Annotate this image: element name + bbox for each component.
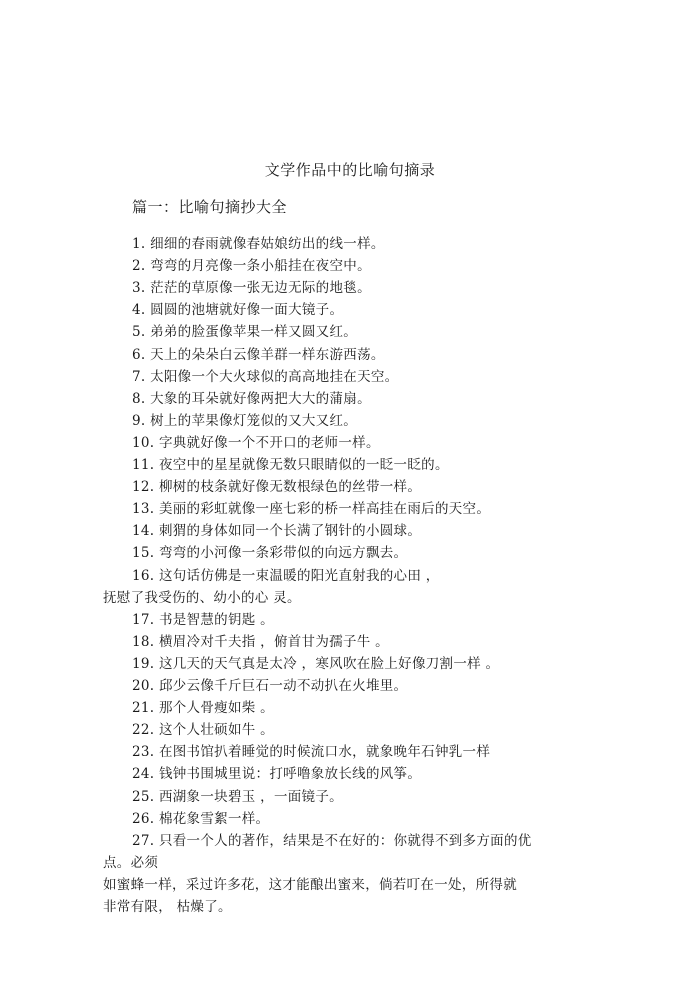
list-item: 1. 细细的春雨就像春姑娘纺出的线一样。 xyxy=(132,236,385,252)
list-item: 7. 太阳像一个大火球似的高高地挂在天空。 xyxy=(132,369,399,385)
list-item: 15. 弯弯的小河像一条彩带似的向远方飘去。 xyxy=(132,545,408,561)
list-item: 26. 棉花象雪絮一样。 xyxy=(132,811,270,827)
section-heading: 篇一：比喻句摘抄大全 xyxy=(132,198,288,216)
list-item-continuation: 非常有限， 枯燥了。 xyxy=(103,899,232,915)
list-item: 18. 横眉冷对千夫指 ，俯首甘为孺子牛 。 xyxy=(132,634,389,650)
list-item: 16. 这句话仿佛是一束温暖的阳光直射我的心田 ， xyxy=(132,568,440,584)
list-item: 27. 只看一个人的著作，结果是不在好的：你就得不到多方面的优 xyxy=(132,833,532,849)
list-item: 17. 书是智慧的钥匙 。 xyxy=(132,612,274,628)
list-item: 2. 弯弯的月亮像一条小船挂在夜空中。 xyxy=(132,258,371,274)
list-item: 9. 树上的苹果像灯笼似的又大又红。 xyxy=(132,413,358,429)
document-title: 文学作品中的比喻句摘录 xyxy=(264,161,436,179)
list-item: 6. 天上的朵朵白云像羊群一样东游西荡。 xyxy=(132,347,385,363)
list-item: 5. 弟弟的脸蛋像苹果一样又圆又红。 xyxy=(132,324,358,340)
list-item: 13. 美丽的彩虹就像一座七彩的桥一样高挂在雨后的天空。 xyxy=(132,501,491,517)
list-item-continuation: 如蜜蜂一样，采过许多花，这才能酿出蜜来，倘若叮在一处，所得就 xyxy=(103,877,517,893)
list-item: 14. 刺猬的身体如同一个长满了钢针的小圆球。 xyxy=(132,523,422,539)
list-item: 23. 在图书馆扒着睡觉的时候流口水，就象晚年石钟乳一样 xyxy=(132,744,491,760)
list-item: 11. 夜空中的星星就像无数只眼睛似的一眨一眨的。 xyxy=(132,457,449,473)
list-item: 8. 大象的耳朵就好像两把大大的蒲扇。 xyxy=(132,391,371,407)
list-item: 12. 柳树的枝条就好像无数根绿色的丝带一样。 xyxy=(132,479,422,495)
list-item: 4. 圆圆的池塘就好像一面大镜子。 xyxy=(132,302,344,318)
list-item: 3. 茫茫的草原像一张无边无际的地毯。 xyxy=(132,280,371,296)
list-item: 19. 这几天的天气真是太冷 ，寒风吹在脸上好像刀割一样 。 xyxy=(132,656,500,672)
list-item-continuation: 点。必须 xyxy=(103,855,159,871)
list-item: 25. 西湖象一块碧玉 ，一面镜子。 xyxy=(132,789,343,805)
list-item: 10. 字典就好像一个不开口的老师一样。 xyxy=(132,435,380,451)
list-item-continuation: 抚慰了我受伤的、幼小的心 灵。 xyxy=(103,590,301,606)
list-item: 21. 那个人骨瘦如柴 。 xyxy=(132,700,274,716)
list-item: 24. 钱钟书围城里说：打呼噜象放长线的风筝。 xyxy=(132,766,422,782)
list-item: 22. 这个人壮硕如牛 。 xyxy=(132,722,274,738)
list-item: 20. 邱少云像千斤巨石一动不动扒在火堆里。 xyxy=(132,678,408,694)
